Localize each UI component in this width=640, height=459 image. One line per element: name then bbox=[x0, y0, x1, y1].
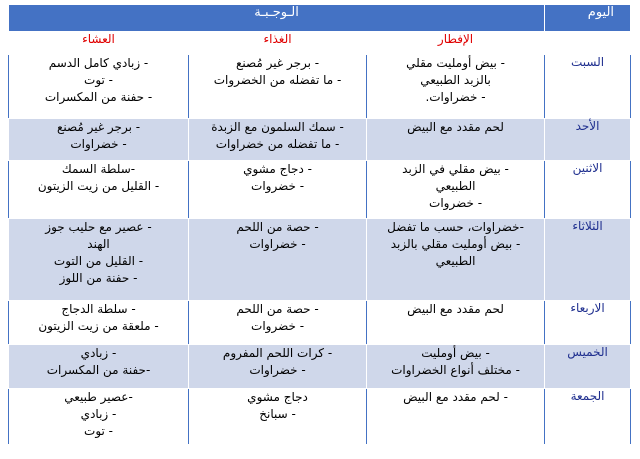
dinner-item: - حفنة من المكسرات bbox=[44, 90, 153, 104]
breakfast-item: - خضراوات. bbox=[425, 90, 486, 104]
lunch-cell bbox=[189, 55, 367, 119]
day-cell: الجمعة bbox=[545, 389, 631, 445]
dinner-item: - زبادي bbox=[80, 346, 117, 360]
breakfast-cell bbox=[367, 345, 545, 389]
breakfast-cell bbox=[367, 55, 545, 119]
dinner-cell bbox=[9, 389, 189, 445]
dinner-item: - ملعقة من زيت الزيتون bbox=[38, 319, 159, 333]
breakfast-item: لحم مقدد مع البيض bbox=[407, 120, 504, 134]
day-cell: الاثنين bbox=[545, 161, 631, 219]
dinner-item: - القليل من التوت bbox=[53, 254, 144, 268]
breakfast-header: الإفطار bbox=[367, 32, 545, 55]
dinner-cell bbox=[9, 301, 189, 345]
breakfast-item: - بيض أومليت مقلي bbox=[406, 56, 505, 70]
breakfast-cell bbox=[367, 161, 545, 219]
breakfast-item: -خضراوات، حسب ما تفضل bbox=[387, 220, 524, 234]
dinner-item: - زبادي bbox=[80, 407, 117, 421]
day-cell: الثلاثاء bbox=[545, 219, 631, 301]
meal-header-row bbox=[9, 32, 631, 55]
lunch-cell bbox=[189, 161, 367, 219]
dinner-item: الهند bbox=[87, 237, 110, 251]
lunch-item: - حصة من اللحم bbox=[236, 220, 319, 234]
meals-group-header: الـوجـبـة bbox=[9, 5, 545, 32]
table-row bbox=[9, 119, 631, 161]
dinner-item: - القليل من زيت الزيتون bbox=[37, 179, 160, 193]
dinner-item: - عصير مع حليب جوز bbox=[45, 220, 152, 234]
dinner-cell bbox=[9, 161, 189, 219]
breakfast-cell bbox=[367, 219, 545, 301]
lunch-item: - كرات اللحم المفروم bbox=[222, 346, 333, 360]
breakfast-item: بالزبد الطبيعي bbox=[420, 73, 491, 87]
table-row bbox=[9, 219, 631, 301]
meal-plan-table bbox=[8, 4, 631, 445]
lunch-item: - خضروات bbox=[251, 179, 305, 193]
breakfast-item: - بيض مقلي في الزبد bbox=[402, 162, 509, 176]
dinner-item: - حفنة من اللوز bbox=[59, 271, 138, 285]
dinner-item: - سلطة الدجاج bbox=[61, 302, 136, 316]
table-row bbox=[9, 345, 631, 389]
breakfast-item: - خضروات bbox=[429, 196, 483, 210]
breakfast-item: الطبيعي bbox=[435, 179, 476, 193]
day-cell: الأحد bbox=[545, 119, 631, 161]
day-cell: الاربعاء bbox=[545, 301, 631, 345]
lunch-cell bbox=[189, 301, 367, 345]
table-row bbox=[9, 389, 631, 445]
breakfast-item: - بيض أومليت مقلي بالزبد bbox=[390, 237, 521, 251]
breakfast-item: - بيض أومليت bbox=[421, 346, 490, 360]
dinner-cell bbox=[9, 119, 189, 161]
lunch-item: - خضراوات bbox=[249, 363, 306, 377]
dinner-item: - برجر غير مُصنع bbox=[56, 120, 141, 134]
blank-header-cell bbox=[545, 32, 631, 55]
breakfast-cell bbox=[367, 119, 545, 161]
breakfast-item: - لحم مقدد مع البيض bbox=[403, 390, 508, 404]
header-row bbox=[9, 5, 631, 32]
dinner-item: -حفنة من المكسرات bbox=[46, 363, 151, 377]
day-cell: الخميس bbox=[545, 345, 631, 389]
dinner-item: -سلطة السمك bbox=[61, 162, 136, 176]
meal-rows bbox=[9, 55, 631, 445]
dinner-cell bbox=[9, 345, 189, 389]
lunch-item: - ما تفضله من خضراوات bbox=[215, 137, 340, 151]
dinner-cell bbox=[9, 55, 189, 119]
lunch-cell bbox=[189, 389, 367, 445]
breakfast-item: الطبيعي bbox=[435, 254, 476, 268]
lunch-header: الغذاء bbox=[189, 32, 367, 55]
lunch-item: - دجاج مشوي bbox=[243, 162, 312, 176]
dinner-item: - زبادي كامل الدسم bbox=[48, 56, 149, 70]
breakfast-item: - مختلف أنواع الخضراوات bbox=[391, 363, 520, 377]
day-cell: السبت bbox=[545, 55, 631, 119]
breakfast-item: لحم مقدد مع البيض bbox=[407, 302, 504, 316]
dinner-item: - توت bbox=[84, 73, 113, 87]
lunch-item: - ما تفضله من الخضروات bbox=[213, 73, 342, 87]
lunch-item: - سمك السلمون مع الزبدة bbox=[211, 120, 344, 134]
lunch-cell bbox=[189, 119, 367, 161]
breakfast-cell bbox=[367, 389, 545, 445]
lunch-cell bbox=[189, 345, 367, 389]
dinner-cell bbox=[9, 219, 189, 301]
table-row bbox=[9, 301, 631, 345]
lunch-item: - حصة من اللحم bbox=[236, 302, 319, 316]
lunch-item: دجاج مشوي bbox=[247, 390, 308, 404]
dinner-item: - توت bbox=[84, 424, 113, 438]
lunch-item: - سبانخ bbox=[259, 407, 296, 421]
lunch-item: - خضروات bbox=[251, 319, 305, 333]
dinner-header: العشاء bbox=[9, 32, 189, 55]
dinner-item: - خضراوات bbox=[70, 137, 127, 151]
day-column-header: اليوم bbox=[545, 5, 631, 32]
table-row bbox=[9, 161, 631, 219]
table-row bbox=[9, 55, 631, 119]
dinner-item: -عصير طبيعي bbox=[64, 390, 133, 404]
lunch-cell bbox=[189, 219, 367, 301]
lunch-item: - برجر غير مُصنع bbox=[235, 56, 320, 70]
breakfast-cell bbox=[367, 301, 545, 345]
lunch-item: - خضراوات bbox=[249, 237, 306, 251]
